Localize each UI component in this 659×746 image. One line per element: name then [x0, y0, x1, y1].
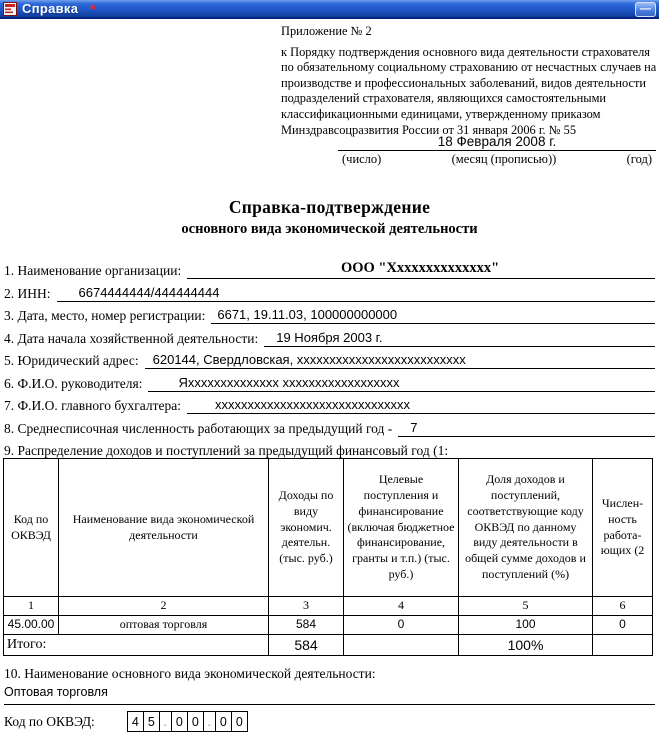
- okved-digit-3: 0: [171, 711, 188, 732]
- field-inn-value: 6674444444/444444444: [57, 285, 656, 302]
- field-registration-label: 3. Дата, место, номер регистрации:: [4, 308, 206, 323]
- col-number-4: 4: [344, 597, 459, 616]
- okved-code-label: Код по ОКВЭД:: [4, 713, 95, 729]
- cell-headcount: 0: [593, 615, 653, 634]
- total-share: 100%: [459, 634, 593, 655]
- cell-target-funding: 0: [344, 615, 459, 634]
- col-header-okved-code: Код по ОКВЭД: [4, 459, 59, 597]
- okved-digit-1: 4: [127, 711, 144, 732]
- cell-okved-code: 45.00.00: [4, 615, 59, 634]
- okved-code-boxes: [127, 711, 248, 732]
- document-subtitle: основного вида экономической деятельности: [181, 221, 478, 237]
- okved-separator-2: .: [203, 711, 216, 732]
- col-header-activity-name: Наименование вида экономической деятельности: [59, 459, 269, 597]
- date-value: 18 Февраля 2008 г.: [338, 134, 656, 151]
- field-registration: [4, 302, 655, 324]
- app-icon[interactable]: [3, 2, 17, 16]
- field-director: [4, 370, 655, 392]
- main-activity-label: 10. Наименование основного вида экономической деятельности:: [4, 666, 376, 681]
- field-distribution-label: 9. Распределение доходов и поступлений за предыдущий финансовый год (1:: [4, 443, 449, 458]
- date-label-year: (год): [626, 152, 652, 166]
- date-label-month: (месяц (прописью)): [451, 152, 557, 166]
- field-org-name: [4, 257, 655, 279]
- field-inn: [4, 280, 655, 302]
- total-label: Итого:: [4, 634, 269, 655]
- okved-digit-5: 0: [215, 711, 232, 732]
- field-accountant: [4, 392, 655, 414]
- main-activity-value: Оптовая торговля: [4, 685, 655, 705]
- date-block: [338, 134, 656, 167]
- col-number-3: 3: [269, 597, 344, 616]
- col-number-1: 1: [4, 597, 59, 616]
- appendix-body: к Порядку подтверждения основного вида деятельности страхователя по обязательному социальному страхованию от несчастных случаев на производстве и профессиональных заболеваний, видов деятельности подразделений страхователя, являющихся самостоятельными классификационными единицами, утвержденному приказом Минздравсоцразвития России от 31 января 2006 г. № 55: [281, 44, 657, 137]
- field-org-name-value: ООО "Хххххххххххххх": [187, 260, 655, 279]
- date-labels: [338, 151, 656, 167]
- field-org-name-label: 1. Наименование организации:: [4, 263, 182, 278]
- form-fields: [4, 257, 655, 460]
- cell-share: 100: [459, 615, 593, 634]
- col-header-target-funding: Целевые поступления и финансирование (включая бюджетное финансирование, гранты и т.п.) (тыс. руб.): [344, 459, 459, 597]
- field-registration-value: 6671, 19.11.03, 100000000000: [211, 307, 655, 324]
- total-headcount: [593, 634, 653, 655]
- field-activity-start: [4, 325, 655, 347]
- cell-income: 584: [269, 615, 344, 634]
- table-data-row: [4, 615, 653, 634]
- okved-digit-6: 0: [231, 711, 248, 732]
- table-number-row: [4, 597, 653, 616]
- okved-digit-2: 5: [143, 711, 160, 732]
- field-headcount-value: 7: [398, 420, 655, 437]
- income-distribution-table: [3, 458, 653, 656]
- total-target-funding: [344, 634, 459, 655]
- minimize-button[interactable]: —: [635, 2, 656, 17]
- cell-activity-name: оптовая торговля: [59, 615, 269, 634]
- field-accountant-value: хххххххххххххххххххххххххххххх: [187, 397, 655, 414]
- total-income: 584: [269, 634, 344, 655]
- col-number-6: 6: [593, 597, 653, 616]
- table-total-row: [4, 634, 653, 655]
- okved-code-row: [4, 711, 248, 732]
- field-director-value: Яхххххххххххххх хххххххххххххххххх: [148, 375, 655, 392]
- document-title: Справка-подтверждение: [228, 197, 431, 217]
- field-director-label: 6. Ф.И.О. руководителя:: [4, 375, 143, 391]
- col-number-5: 5: [459, 597, 593, 616]
- appendix-number: Приложение № 2: [281, 24, 372, 38]
- field-legal-address-value: 620144, Свердловская, хххххххххххххххххххххххххх: [145, 352, 655, 369]
- field-activity-start-value: 19 Ноября 2003 г.: [264, 330, 655, 347]
- col-header-income: Доходы по виду экономич. деятельн. (тыс. руб.): [269, 459, 344, 597]
- field-distribution: [4, 437, 655, 459]
- field-legal-address-label: 5. Юридический адрес:: [4, 353, 139, 368]
- modified-indicator: *: [90, 0, 96, 17]
- document-page: [0, 21, 659, 746]
- table-header-row: [4, 459, 653, 597]
- okved-separator-1: .: [159, 711, 172, 732]
- window-title: Справка: [22, 1, 79, 16]
- col-number-2: 2: [59, 597, 269, 616]
- appendix-note: [281, 24, 657, 138]
- col-header-headcount: Числен-ность работа-ющих (2: [593, 459, 653, 597]
- date-label-day: (число): [342, 152, 382, 166]
- okved-digit-4: 0: [187, 711, 204, 732]
- field-legal-address: [4, 347, 655, 369]
- field-headcount: [4, 415, 655, 437]
- window-titlebar: [0, 0, 659, 19]
- field-accountant-label: 7. Ф.И.О. главного бухгалтера:: [4, 398, 182, 413]
- field-inn-label: 2. ИНН:: [4, 285, 51, 301]
- col-header-share: Доля доходов и поступлений, соответствующие коду ОКВЭД по данному виду деятельности в общей сумме доходов и поступлений (%): [459, 459, 593, 597]
- field-headcount-label: 8. Среднесписочная численность работающих за предыдущий год -: [4, 420, 393, 436]
- field-activity-start-label: 4. Дата начала хозяйственной деятельности:: [4, 330, 259, 346]
